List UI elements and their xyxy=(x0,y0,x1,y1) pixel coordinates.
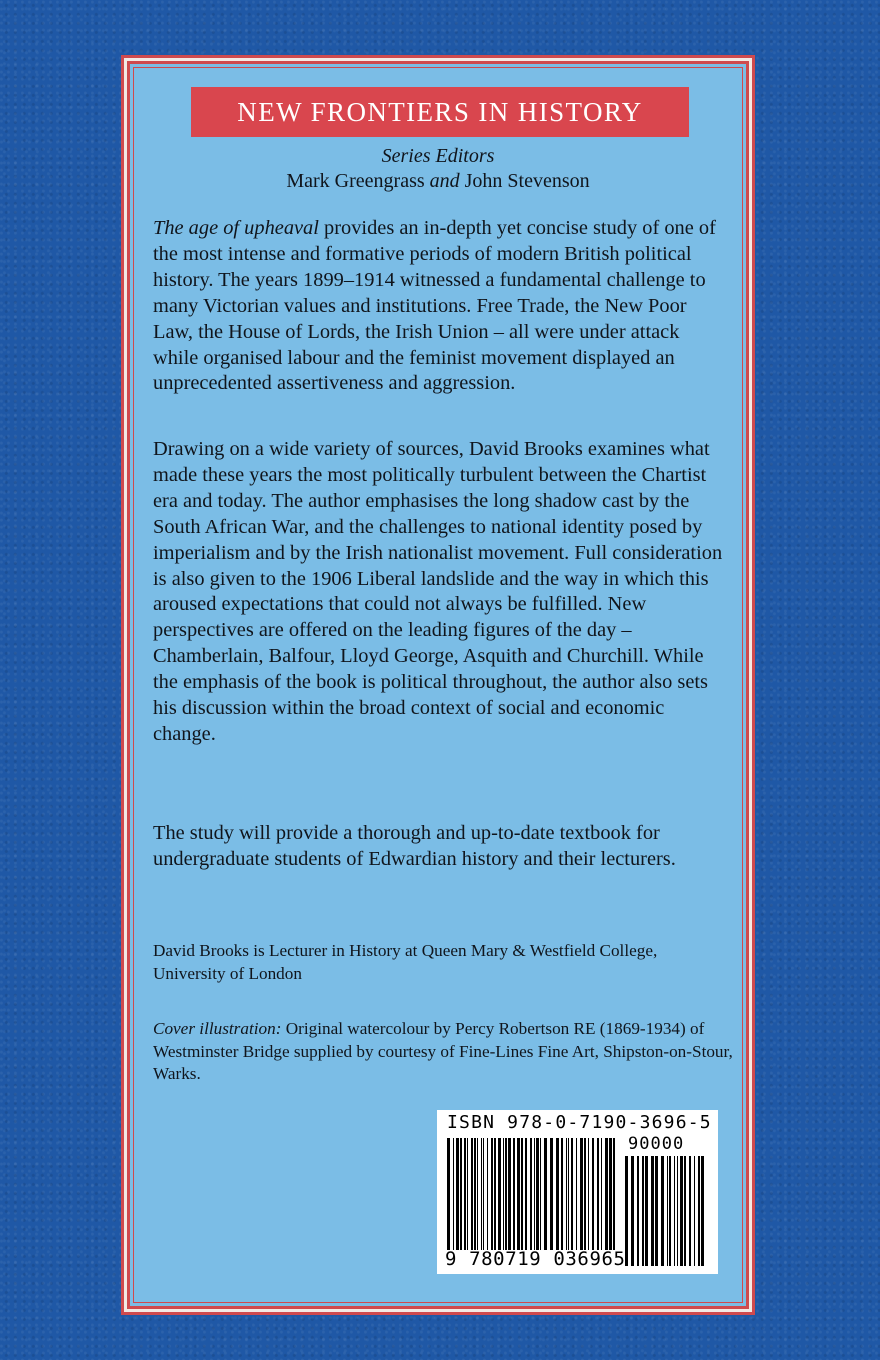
cover-illustration-text: Original watercolour by Percy Robertson RE (1869-1934) of Westminster Bridge supplied by courtesy of Fine-Lines Fine Art, Shipston-on-Stour, Warks. xyxy=(153,1019,733,1083)
barcode-main-bars xyxy=(445,1138,617,1250)
blurb-paragraph-3: The study will provide a thorough and up-to-date textbook for undergraduate students of Edwardian history and their lecturers. xyxy=(153,822,676,870)
series-editors-names xyxy=(121,170,755,193)
blurb-paragraph-1 xyxy=(153,216,728,397)
blurb-paragraph-1-text: provides an in-depth yet concise study of one of the most intense and formative periods of modern British political history. The years 1899–1914 witnessed a fundamental challenge to many Victorian values and institutions. Free Trade, the New Poor Law, the House of Lords, the Irish Union – all were under attack while organised labour and the feminist movement displayed an unprecedented assertiveness and aggression. xyxy=(153,217,716,395)
barcode-ean-number: 9 780719 036965 xyxy=(445,1248,626,1270)
blurb-paragraph-2: Drawing on a wide variety of sources, David Brooks examines what made these years the most politically turbulent between the Chartist era and today. The author emphasises the long shadow cast by the South African War, and the challenges to national identity posed by imperialism and by the Irish nationalist movement. Full consideration is also given to the 1906 Liberal landslide and the way in which this aroused expectations that could not always be fulfilled. New perspectives are offered on the leading figures of the day – Chamberlain, Balfour, Lloyd George, Asquith and Churchill. While the emphasis of the book is political throughout, the author also sets his discussion within the broad context of social and economic change. xyxy=(153,438,723,745)
series-title: NEW FRONTIERS IN HISTORY xyxy=(237,96,643,127)
editor-name-1: Mark Greengrass xyxy=(286,170,425,192)
series-banner xyxy=(191,87,689,137)
barcode-addon-number: 90000 xyxy=(628,1134,685,1154)
book-title: The age of upheaval xyxy=(153,217,319,239)
barcode xyxy=(437,1110,718,1274)
series-editors-label: Series Editors xyxy=(381,145,495,167)
editor-name-2: John Stevenson xyxy=(464,170,590,192)
cover-illustration-credit xyxy=(153,1018,733,1086)
editor-conjunction: and xyxy=(429,170,460,192)
cover-illustration-label: Cover illustration: xyxy=(153,1019,282,1038)
barcode-addon-bars xyxy=(623,1156,707,1266)
author-note: David Brooks is Lecturer in History at Queen Mary & Westfield College, University of London xyxy=(153,941,658,983)
isbn-text: ISBN 978-0-7190-3696-5 xyxy=(447,1112,712,1133)
